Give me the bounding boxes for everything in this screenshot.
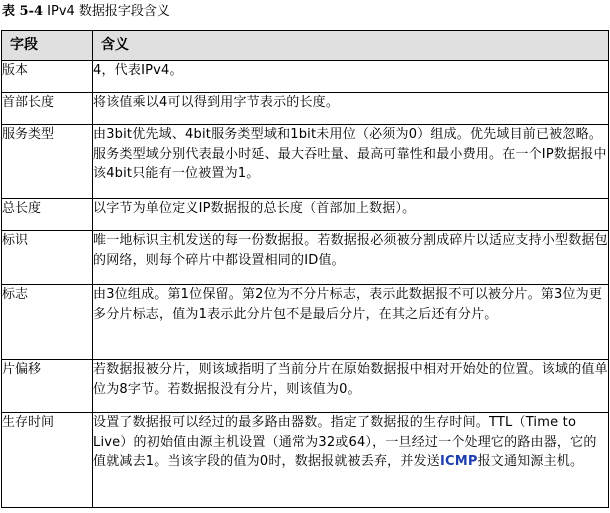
field-meaning: 由3bit优先域、4bit服务类型域和1bit未用位（必须为0）组成。优先域目前已被忽略。服务类型域分别代表最小时延、最大吞吐量、最高可靠性和最小费用。在一个IP数据报中该4bit只能有一位被置为1。	[93, 125, 609, 199]
field-name: 标识	[2, 231, 93, 285]
ipv4-fields-table	[1, 30, 609, 508]
field-meaning: 4，代表IPv4。	[93, 61, 609, 93]
table-row	[2, 413, 609, 508]
table-row	[2, 285, 609, 360]
icmp-link[interactable]: ICMP	[439, 454, 478, 469]
table-row	[2, 231, 609, 285]
field-name: 首部长度	[2, 93, 93, 125]
field-meaning	[93, 413, 609, 508]
table-caption	[2, 3, 170, 21]
table-row	[2, 199, 609, 231]
meaning-text-end: 报文通知源主机。	[477, 454, 584, 469]
field-meaning: 唯一地标识主机发送的每一份数据报。若数据报必须被分割成碎片以适应支持小型数据包的网络，则每个碎片中都设置相同的ID值。	[93, 231, 609, 285]
table-row	[2, 360, 609, 413]
table-row	[2, 125, 609, 199]
field-name: 生存时间	[2, 413, 93, 508]
table-row	[2, 93, 609, 125]
field-name: 片偏移	[2, 360, 93, 413]
table-title: IPv4 数据报字段含义	[47, 4, 170, 19]
field-meaning: 由3位组成。第1位保留。第2位为不分片标志，表示此数据报不可以被分片。第3位为更多分片标志，值为1表示此分片包不是最后分片，在其之后还有分片。	[93, 285, 609, 360]
field-meaning: 以字节为单位定义IP数据报的总长度（首部加上数据）。	[93, 199, 609, 231]
table-number: 表 5-4	[2, 4, 44, 19]
column-header-field: 字段	[2, 31, 93, 61]
table-header-row	[2, 31, 609, 61]
field-name: 标志	[2, 285, 93, 360]
table-row	[2, 61, 609, 93]
column-header-meaning: 含义	[93, 31, 609, 61]
meaning-text: 设置了数据报可以经过的最多路由器数。指定了数据报的生存时间。TTL（Time to Live）的初始值由源主机设置（通常为32或64），一旦经过一个处理它的路由器，它的值就减去1。当该字段的值为0时，数据报就被丢弃，并发送	[93, 415, 597, 469]
field-meaning: 将该值乘以4可以得到用字节表示的长度。	[93, 93, 609, 125]
field-name: 总长度	[2, 199, 93, 231]
field-name: 版本	[2, 61, 93, 93]
field-meaning: 若数据报被分片，则该域指明了当前分片在原始数据报中相对开始处的位置。该域的值单位为8字节。若数据报没有分片，则该值为0。	[93, 360, 609, 413]
field-name: 服务类型	[2, 125, 93, 199]
